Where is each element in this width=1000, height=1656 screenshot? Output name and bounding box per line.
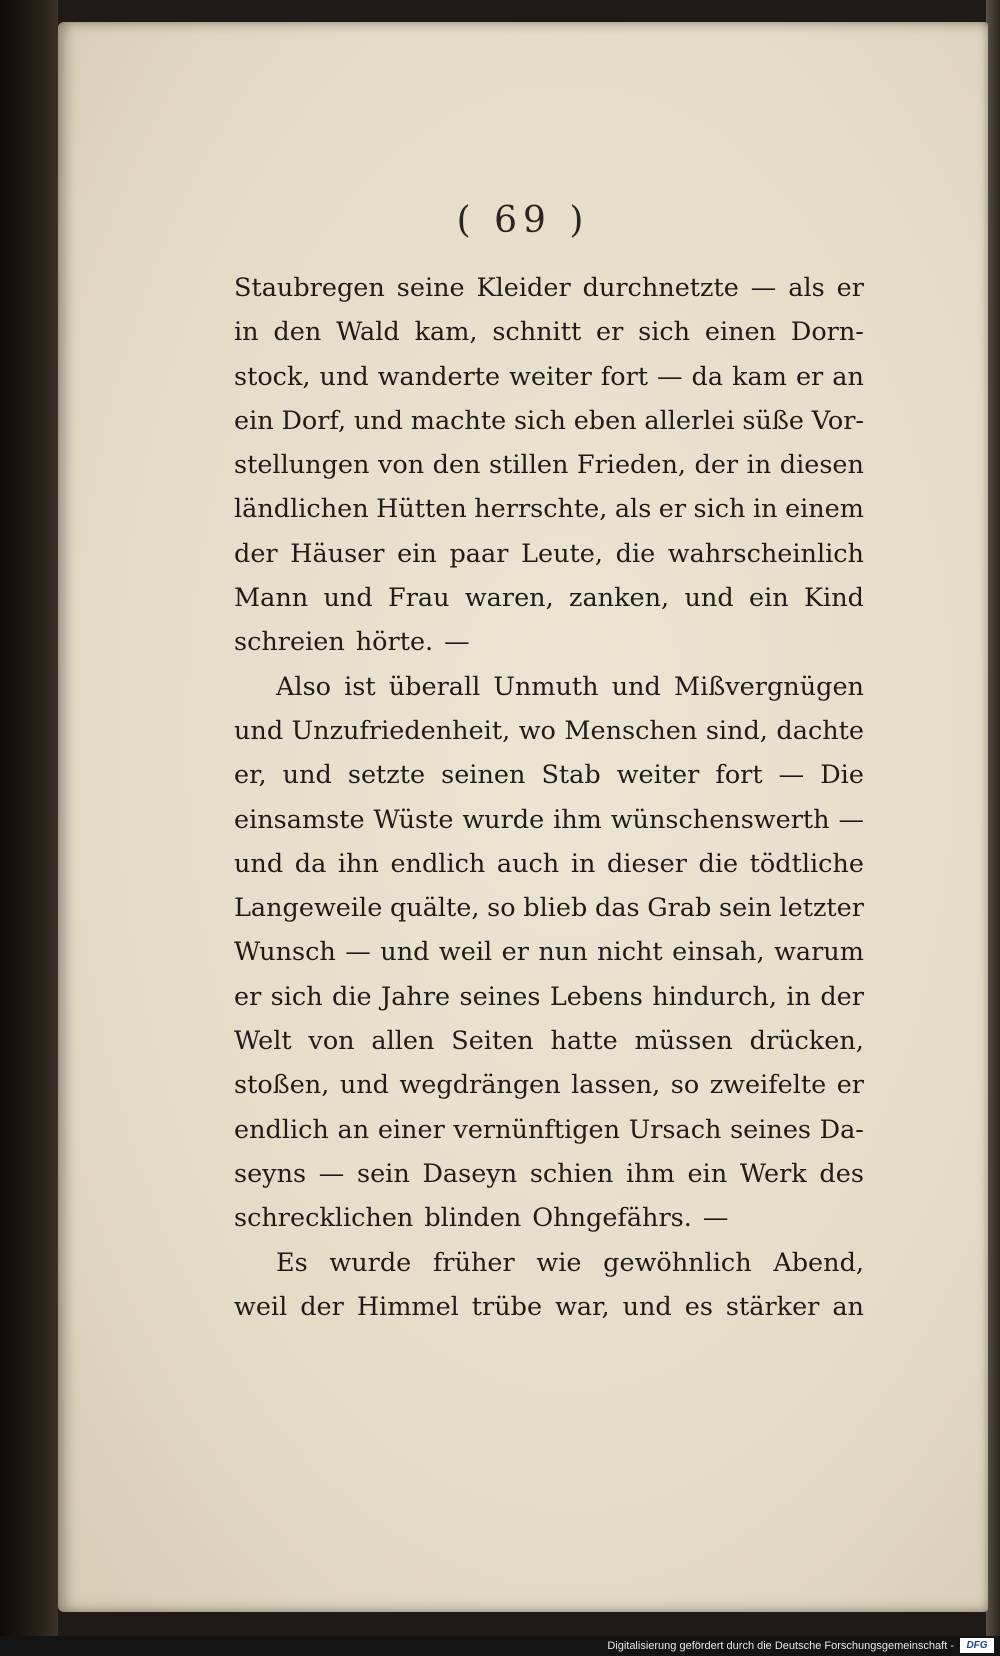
word: sind, — [705, 715, 768, 746]
word: ist — [344, 671, 376, 702]
word: wo — [518, 715, 556, 746]
word: schrecklichen — [234, 1203, 414, 1234]
word: Jahre — [380, 981, 451, 1012]
word: süße — [742, 405, 804, 436]
word: blieb — [523, 893, 588, 924]
word: so — [487, 893, 516, 924]
word: er — [658, 494, 687, 525]
word: nicht — [597, 937, 663, 968]
word: trübe — [471, 1291, 543, 1322]
word: Da- — [819, 1114, 864, 1145]
text-line — [234, 709, 864, 753]
word: er, — [234, 760, 267, 791]
word: warum — [774, 937, 864, 968]
book-edge-right — [986, 0, 1000, 1640]
word: Unmuth — [493, 671, 599, 702]
word: seyns — [234, 1158, 307, 1189]
word: Menschen — [564, 715, 698, 746]
word: einsamste — [234, 804, 365, 835]
word: Wald — [336, 317, 400, 348]
word: die — [332, 981, 372, 1012]
word: schien — [529, 1158, 614, 1189]
word: in — [786, 981, 811, 1012]
word: wahrscheinlich — [667, 538, 864, 569]
word: weil — [234, 1291, 288, 1322]
text-line — [234, 443, 864, 487]
word: in — [746, 450, 772, 481]
word: Daseyn — [422, 1158, 518, 1189]
word: er — [501, 937, 529, 968]
word: nun — [538, 937, 588, 968]
word: sich — [638, 317, 691, 348]
word: der — [820, 981, 864, 1012]
word: ländlichen — [234, 494, 369, 525]
word: wie — [536, 1247, 582, 1278]
text-line — [234, 753, 864, 797]
word: — — [444, 627, 470, 658]
word: als — [614, 494, 652, 525]
word: und — [323, 583, 373, 614]
word: und — [353, 405, 403, 436]
word: Unzufriedenheit, — [291, 715, 511, 746]
text-line — [234, 665, 864, 709]
word: einer — [377, 1114, 445, 1145]
word: endlich — [390, 848, 486, 879]
word: zanken, — [569, 583, 670, 614]
word: des — [819, 1158, 864, 1189]
word: an — [832, 1291, 864, 1322]
word: Vor- — [811, 405, 864, 436]
text-line — [234, 1019, 864, 1063]
word: stoßen, — [234, 1070, 330, 1101]
word: das — [595, 893, 640, 924]
word: Häuser — [290, 538, 385, 569]
word: sich — [270, 981, 323, 1012]
word: setzte — [347, 760, 426, 791]
word: paar — [449, 538, 509, 569]
word: diesen — [779, 450, 864, 481]
word: Es — [276, 1247, 308, 1278]
word: und — [282, 760, 332, 791]
word: allen — [371, 1026, 435, 1057]
word: da — [691, 361, 724, 392]
word: ihn — [337, 848, 379, 879]
word: Grab — [647, 893, 712, 924]
text-line — [234, 1063, 864, 1107]
word: wünschenswerth — [610, 804, 830, 835]
word: — — [657, 361, 683, 392]
text-line — [234, 576, 864, 620]
word: er — [234, 981, 262, 1012]
word: überall — [388, 671, 481, 702]
word: quälte, — [389, 893, 480, 924]
word: sich — [513, 405, 566, 436]
word: machte — [410, 405, 507, 436]
text-line — [234, 1196, 864, 1240]
word: Kleider — [476, 273, 571, 303]
text-line — [234, 886, 864, 930]
word: seines — [459, 981, 541, 1012]
word: letzter — [779, 893, 864, 924]
word: so — [670, 1070, 700, 1101]
word: Wüste — [373, 804, 454, 835]
word: an — [832, 361, 864, 392]
word: tödtliche — [749, 848, 864, 879]
word: wanderte — [377, 361, 501, 392]
book-page — [58, 22, 988, 1612]
word: hindurch, — [652, 981, 777, 1012]
word: da — [294, 848, 327, 879]
text-line — [234, 975, 864, 1019]
word: Seiten — [451, 1026, 534, 1057]
word: weil — [438, 937, 493, 968]
word: wurde — [329, 1247, 412, 1278]
word: — — [838, 804, 864, 835]
text-line — [234, 532, 864, 576]
text-line — [234, 355, 864, 399]
word: Mißvergnügen — [673, 671, 864, 702]
word: Also — [276, 671, 332, 702]
word: der — [234, 538, 278, 569]
word: schreien — [234, 627, 345, 658]
word: und — [684, 583, 734, 614]
word: seinen — [441, 760, 526, 791]
word: er — [836, 273, 864, 303]
text-line — [234, 487, 864, 531]
word: und — [611, 671, 661, 702]
word: von — [308, 1026, 355, 1057]
word: lassen, — [571, 1070, 661, 1101]
word: war, — [555, 1291, 610, 1322]
word: blinden — [424, 1203, 522, 1234]
word: Abend, — [773, 1247, 864, 1278]
word: stellungen — [234, 450, 370, 481]
word: allerlei — [644, 405, 735, 436]
word: seine — [396, 273, 465, 303]
word: es — [684, 1291, 713, 1322]
word: Welt — [234, 1026, 292, 1057]
word: Lebens — [549, 981, 643, 1012]
word: Ursach — [628, 1114, 722, 1145]
word: — — [750, 273, 777, 303]
page-number: ( 69 ) — [456, 200, 590, 241]
body-text — [234, 266, 864, 1329]
word: früher — [432, 1247, 515, 1278]
word: Frau — [388, 583, 450, 614]
word: zweifelte — [709, 1070, 827, 1101]
word: Mann — [234, 583, 309, 614]
word: in — [234, 317, 259, 348]
word: wegdrängen — [399, 1070, 561, 1101]
word: die — [698, 848, 739, 879]
word: müssen — [634, 1026, 733, 1057]
word: und — [319, 361, 369, 392]
text-line — [234, 1285, 864, 1329]
word: dachte — [776, 715, 864, 746]
word: stock, — [234, 361, 311, 392]
word: Leute, — [521, 538, 603, 569]
word: er — [836, 1070, 864, 1101]
word: ein — [397, 538, 437, 569]
word: dieser — [606, 848, 687, 879]
digitization-credit: Digitalisierung gefördert durch die Deutsche Forschungsgemeinschaft - — [607, 1640, 954, 1652]
word: er — [596, 317, 624, 348]
word: Himmel — [356, 1291, 459, 1322]
word: Ohngefährs. — [532, 1203, 692, 1234]
word: fort — [600, 361, 649, 392]
word: in — [570, 848, 596, 879]
text-line — [234, 798, 864, 842]
word: kam — [732, 361, 787, 392]
book-spine-left — [0, 0, 58, 1656]
word: durchnetzte — [582, 273, 739, 303]
word: fort — [715, 760, 763, 791]
word: Frieden, — [576, 450, 686, 481]
word: ein — [687, 1158, 728, 1189]
word: weiter — [616, 760, 700, 791]
word: hörte. — [355, 627, 434, 658]
word: eben — [573, 405, 637, 436]
word: weiter — [509, 361, 592, 392]
word: Stab — [541, 760, 601, 791]
word: sein — [719, 893, 772, 924]
word: kam, — [414, 317, 478, 348]
word: der — [300, 1291, 344, 1322]
text-line — [234, 399, 864, 443]
word: als — [788, 273, 825, 303]
text-line — [234, 266, 864, 310]
dfg-logo: DFG — [960, 1638, 994, 1653]
word: in — [752, 494, 778, 525]
word: die — [615, 538, 656, 569]
word: und — [234, 715, 284, 746]
text-line — [234, 842, 864, 886]
word: — — [345, 937, 371, 968]
word: und — [622, 1291, 672, 1322]
text-line — [234, 620, 864, 664]
text-line — [234, 1241, 864, 1285]
word: auch — [496, 848, 560, 879]
word: Dorf, — [281, 405, 347, 436]
word: Hütten — [376, 494, 467, 525]
word: Kind — [803, 583, 864, 614]
text-line — [234, 1108, 864, 1152]
word: ein — [748, 583, 789, 614]
word: vernünftigen — [453, 1114, 621, 1145]
word: den — [432, 450, 481, 481]
word: der — [694, 450, 739, 481]
word: waren, — [464, 583, 554, 614]
word: einen — [704, 317, 777, 348]
word: — — [778, 760, 805, 791]
word: — — [702, 1203, 729, 1234]
word: Langeweile — [234, 893, 383, 924]
word: gewöhnlich — [603, 1247, 752, 1278]
word: von — [377, 450, 425, 481]
word: stärker — [725, 1291, 820, 1322]
word: — — [318, 1158, 345, 1189]
word: seines — [730, 1114, 811, 1145]
word: sein — [357, 1158, 410, 1189]
word: ein — [234, 405, 274, 436]
word: und — [380, 937, 430, 968]
word: Die — [820, 760, 864, 791]
word: Wunsch — [234, 937, 336, 968]
word: Dorn- — [790, 317, 864, 348]
word: schnitt — [492, 317, 582, 348]
word: wurde — [462, 804, 545, 835]
word: herrschte, — [474, 494, 608, 525]
word: hatte — [550, 1026, 618, 1057]
word: an — [337, 1114, 370, 1145]
text-line — [234, 930, 864, 974]
word: stillen — [489, 450, 569, 481]
text-line — [234, 310, 864, 354]
word: einsah, — [672, 937, 765, 968]
word: ihm — [553, 804, 602, 835]
word: und — [339, 1070, 389, 1101]
text-line — [234, 1152, 864, 1196]
word: und — [234, 848, 284, 879]
word: den — [273, 317, 322, 348]
word: ihm — [626, 1158, 675, 1189]
word: einem — [785, 494, 864, 525]
word: Werk — [739, 1158, 807, 1189]
word: sich — [693, 494, 746, 525]
word: Staubregen — [234, 273, 385, 303]
word: er — [795, 361, 824, 392]
word: endlich — [234, 1114, 329, 1145]
word: drücken, — [749, 1026, 864, 1057]
